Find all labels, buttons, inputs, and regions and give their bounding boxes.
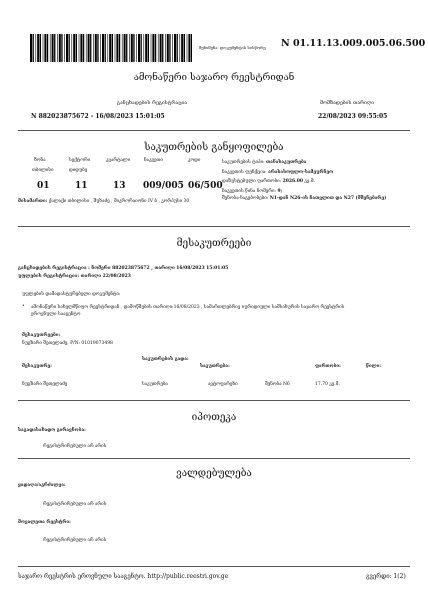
owners-row-owner: ნუგზარი შეთელაძე [22, 382, 68, 387]
col-header-code: კოდი [188, 158, 201, 163]
owners-table-header-type: საკუთრების გადა: [142, 357, 189, 362]
basis-bullet: • [22, 304, 25, 309]
owners-right-reg: უფლების რეგისტრაცია: თარიღი 22/08/2023 [18, 274, 131, 279]
property-right-column [222, 158, 412, 203]
purpose-row [222, 168, 412, 178]
divider [18, 130, 410, 131]
buildings-value: N1-დან N26-ის ჩათვლით და N27 (მშენებარე) [269, 196, 387, 201]
debtors-value: რეგისტრირებული არ არის [43, 538, 107, 543]
mortgage-value: რეგისტრირებული არ არის [43, 444, 107, 449]
footer-agency: საჯარო რეესტრის ეროვნული სააგენტო. http://public.reestri.gov.ge [18, 573, 229, 580]
mortgage-label: საგადასახადო გირავნობა: [18, 428, 86, 433]
prev-number-label: ნაკვეთის წინა ნომერი: [222, 188, 276, 194]
col-sub-city: თბილისი [32, 168, 54, 173]
code-parcel: 009/005 [143, 181, 184, 191]
owners-table-header-share: წილი: [366, 364, 382, 369]
owners-table-header-property: საკუთრება: [200, 364, 230, 369]
owner-line: ნუგზარი შეთელაძე, P/N: 01019073498 [22, 341, 113, 346]
debtors-label: მოვალეთა რეესტრი: [18, 520, 71, 525]
code-block: 13 [113, 181, 126, 191]
col-header-zone: ზონა [34, 158, 46, 163]
owners-row-property: ავტოფარეხი [208, 382, 238, 387]
col-header-block: კვარტალი [106, 158, 131, 163]
owners-app-reg: განცხადების რეგისტრაცია : ნომერი 882023875672 , თარიღი 16/08/2023 15:01:05 [18, 266, 229, 271]
buildings-row [222, 196, 412, 203]
area-value: 2026.00 [282, 179, 303, 184]
prev-number-value: 9; [277, 188, 283, 194]
address-value: ქალაქი თბილისი , შუხაძე , მიკრორაიონი IV ბ , კორპუსი 30 [48, 199, 190, 204]
verification-note: შენიშვნა: დოკუმენტის სისწორე [199, 45, 266, 50]
buildings-label: შენობა-ნაგებობები: [222, 196, 269, 201]
owners-row-type: საკუთრება [142, 382, 168, 387]
divider [18, 400, 410, 401]
seizure-label: ყადაღა/აკრძალვა: [18, 483, 66, 488]
seizure-value: რეგისტრირებული არ არის [43, 502, 107, 507]
barcode [30, 34, 192, 62]
col-header-sector: სექტორი [69, 158, 91, 163]
code-sector: 11 [75, 181, 88, 191]
code-zone: 01 [37, 181, 50, 191]
property-section-title: საკუთრების განყოფილება [144, 142, 284, 153]
prep-date-label: მომზადების თარიღი [320, 100, 375, 106]
address-label: მისამართი: [18, 199, 48, 204]
footer-page: გვერდი: 1(2) [366, 573, 406, 580]
basis-label: უფლების დამადასტურებელი დოკუმენტი: [22, 292, 121, 297]
land-type-row [222, 158, 412, 168]
app-reg-value: N 882023875672 - 16/08/2023 15:01:05 [31, 113, 165, 120]
owners-section-title: მესაკუთრეები [176, 238, 252, 249]
area-row [222, 177, 412, 187]
area-label: დაზუსტებული ფართობი: [222, 179, 282, 184]
divider [18, 226, 410, 227]
footer-divider [18, 566, 410, 567]
code-unit: 06/500 [188, 181, 223, 191]
owners-table-header-area: ფართობი: [315, 364, 341, 369]
registry-number: N 01.11.13.009.005.06.500 [281, 38, 426, 49]
owners-row-building: შენობა N6 [265, 382, 290, 387]
col-header-parcel: ნაკვეთი [144, 158, 163, 163]
owners-label: მესაკუთრეები: [22, 333, 61, 338]
area-unit: კვ.მ. [304, 179, 315, 184]
app-reg-label: განცხადების რეგისტრაცია [117, 100, 188, 106]
owners-row-area: 17.70 კვ.მ. [315, 382, 340, 387]
divider [18, 458, 410, 459]
land-type-label: საკუთრების ტიპი: [222, 160, 265, 165]
address-block [18, 198, 218, 205]
owners-table-header-owner: მესაკუთრე: [22, 364, 52, 369]
prev-number-row [222, 187, 412, 197]
purpose-value: არასასოფლო-სამეურნეო [268, 169, 334, 175]
purpose-label: ნაკვეთის ფუნქცია: [222, 169, 267, 175]
mortgage-section-title: იპოთეკა [191, 412, 237, 423]
encumbrance-section-title: ვალდებულება [176, 468, 252, 479]
basis-text: ამონაწერი სახელმწიფო რეესტრიდან , დამოწმების თარიღი:16/08/2023 , სამართლებრივ იურიდიული სამსახურის საჯარო რეესტრის ეროვნული სააგენტო [31, 305, 345, 317]
prep-date-value: 22/08/2023 09:55:05 [318, 113, 388, 120]
col-sub-district: დიდუბე [69, 168, 88, 173]
land-type-value: თანასაკუთრება [266, 160, 307, 165]
document-title: ამონაწერი საჯარო რეესტრიდან [133, 72, 295, 83]
